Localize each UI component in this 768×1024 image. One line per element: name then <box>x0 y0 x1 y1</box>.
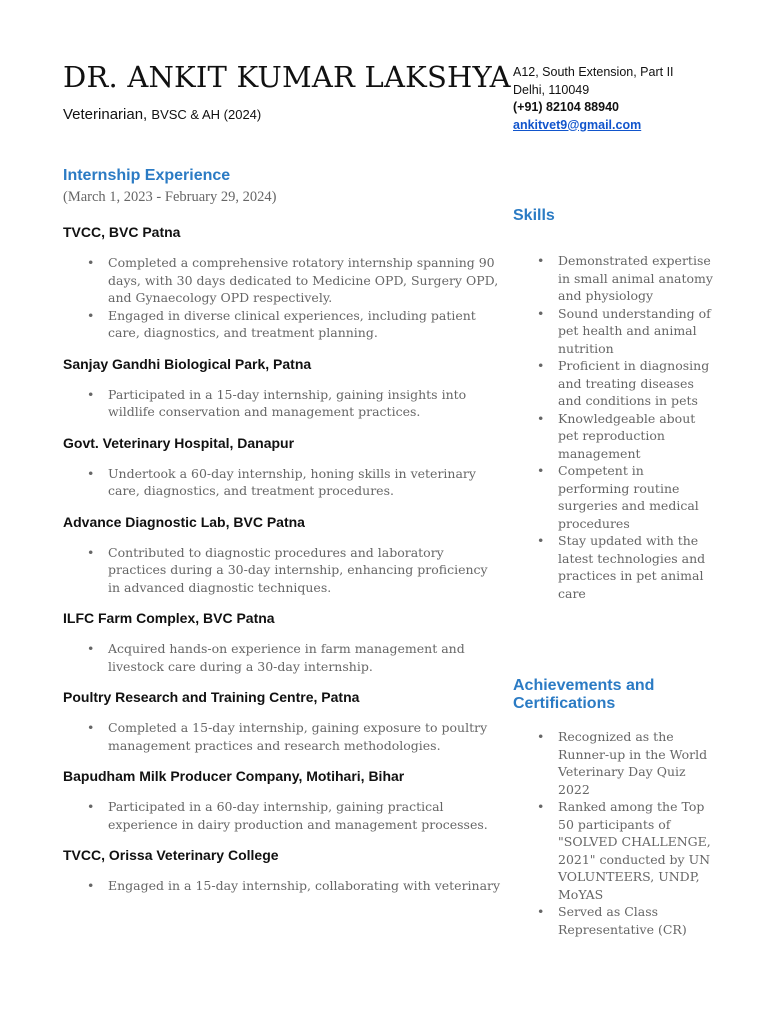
internship-entry <box>63 768 503 833</box>
organization-name: Sanjay Gandhi Biological Park, Patna <box>63 355 312 372</box>
skill-item: • Knowledgeable about pet reproduction management <box>513 410 713 463</box>
skill-item: • Competent in performing routine surgeries and medical procedures <box>513 462 713 532</box>
contact-block <box>513 64 753 134</box>
bullet-item: • Completed a 15-day internship, gaining exposure to poultry management practices and research methodologies. <box>63 719 503 754</box>
internship-entry <box>63 689 503 754</box>
internship-entry <box>63 356 503 421</box>
skill-item: • Sound understanding of pet health and animal nutrition <box>513 305 713 358</box>
achievement-item: • Ranked among the Top 50 participants of "SOLVED CHALLENGE, 2021" conducted by UN VOLUNTEERS, UNDP, MoYAS <box>513 798 713 903</box>
skills-list <box>513 252 713 602</box>
bullet-item: • Engaged in a 15-day internship, collaborating with veterinary <box>63 877 503 895</box>
internship-entry <box>63 514 503 597</box>
bullet-item: • Participated in a 60-day internship, gaining practical experience in dairy production and management processes. <box>63 798 503 833</box>
achievement-item: • Served as Class Representative (CR) <box>513 903 713 938</box>
organization-name: Govt. Veterinary Hospital, Danapur <box>63 434 295 451</box>
internship-section <box>63 166 503 909</box>
bullet-list <box>63 719 503 754</box>
organization-name: ILFC Farm Complex, BVC Patna <box>63 610 275 626</box>
internship-entry <box>63 435 503 500</box>
internship-dates: (March 1, 2023 - February 29, 2024) <box>63 189 277 205</box>
achievement-item: • Recognized as the Runner-up in the World Veterinary Day Quiz 2022 <box>513 728 713 798</box>
email-link[interactable]: ankitvet9@gmail.com <box>513 117 642 132</box>
role-label: Veterinarian, <box>63 106 148 123</box>
bullet-item: • Contributed to diagnostic procedures and laboratory practices during a 30-day internship, enhancing proficiency in advanced diagnostic techniques. <box>63 544 503 597</box>
bullet-list <box>63 544 503 597</box>
bullet-list <box>63 465 503 500</box>
achievements-list <box>513 728 713 938</box>
bullet-list <box>63 640 503 675</box>
phone-number: (+91) 82104 88940 <box>513 100 619 114</box>
skill-item: • Stay updated with the latest technologies and practices in pet animal care <box>513 532 713 602</box>
bullet-item: • Undertook a 60-day internship, honing skills in veterinary care, diagnostics, and treatment procedures. <box>63 465 503 500</box>
organization-name: Poultry Research and Training Centre, Patna <box>63 689 360 705</box>
address-line-1: A12, South Extension, Part II <box>513 65 674 79</box>
bullet-list <box>63 254 503 342</box>
bullet-item: • Acquired hands-on experience in farm management and livestock care during a 30-day internship. <box>63 640 503 675</box>
bullet-item: • Engaged in diverse clinical experiences, including patient care, diagnostics, and treatment planning. <box>63 307 503 342</box>
bullet-list <box>63 877 503 895</box>
organization-name: TVCC, BVC Patna <box>63 224 181 240</box>
professional-title <box>63 106 261 123</box>
skill-item: • Proficient in diagnosing and treating diseases and conditions in pets <box>513 357 713 410</box>
bullet-list <box>63 798 503 833</box>
internship-entry <box>63 610 503 675</box>
candidate-name: DR. ANKIT KUMAR LAKSHYA <box>63 60 511 94</box>
bullet-item: • Completed a comprehensive rotatory internship spanning 90 days, with 30 days dedicated to Medicine OPD, Surgery OPD, and Gynaecology OPD respectively. <box>63 254 503 307</box>
organization-name: Advance Diagnostic Lab, BVC Patna <box>63 513 305 530</box>
bullet-item: • Participated in a 15-day internship, gaining insights into wildlife conservation and management practices. <box>63 386 503 421</box>
skills-heading: Skills <box>513 207 555 224</box>
internship-entry <box>63 847 503 895</box>
skill-item: • Demonstrated expertise in small animal anatomy and physiology <box>513 252 713 305</box>
bullet-list <box>63 386 503 421</box>
internship-heading: Internship Experience <box>63 167 231 184</box>
organization-name: Bapudham Milk Producer Company, Motihari, Bihar <box>63 768 405 784</box>
internship-entry <box>63 224 503 342</box>
achievements-heading: Achievements and Certifications <box>513 677 655 712</box>
address-line-2: Delhi, 110049 <box>513 82 590 97</box>
credentials: BVSC & AH (2024) <box>151 107 262 122</box>
organization-name: TVCC, Orissa Veterinary College <box>63 847 279 863</box>
